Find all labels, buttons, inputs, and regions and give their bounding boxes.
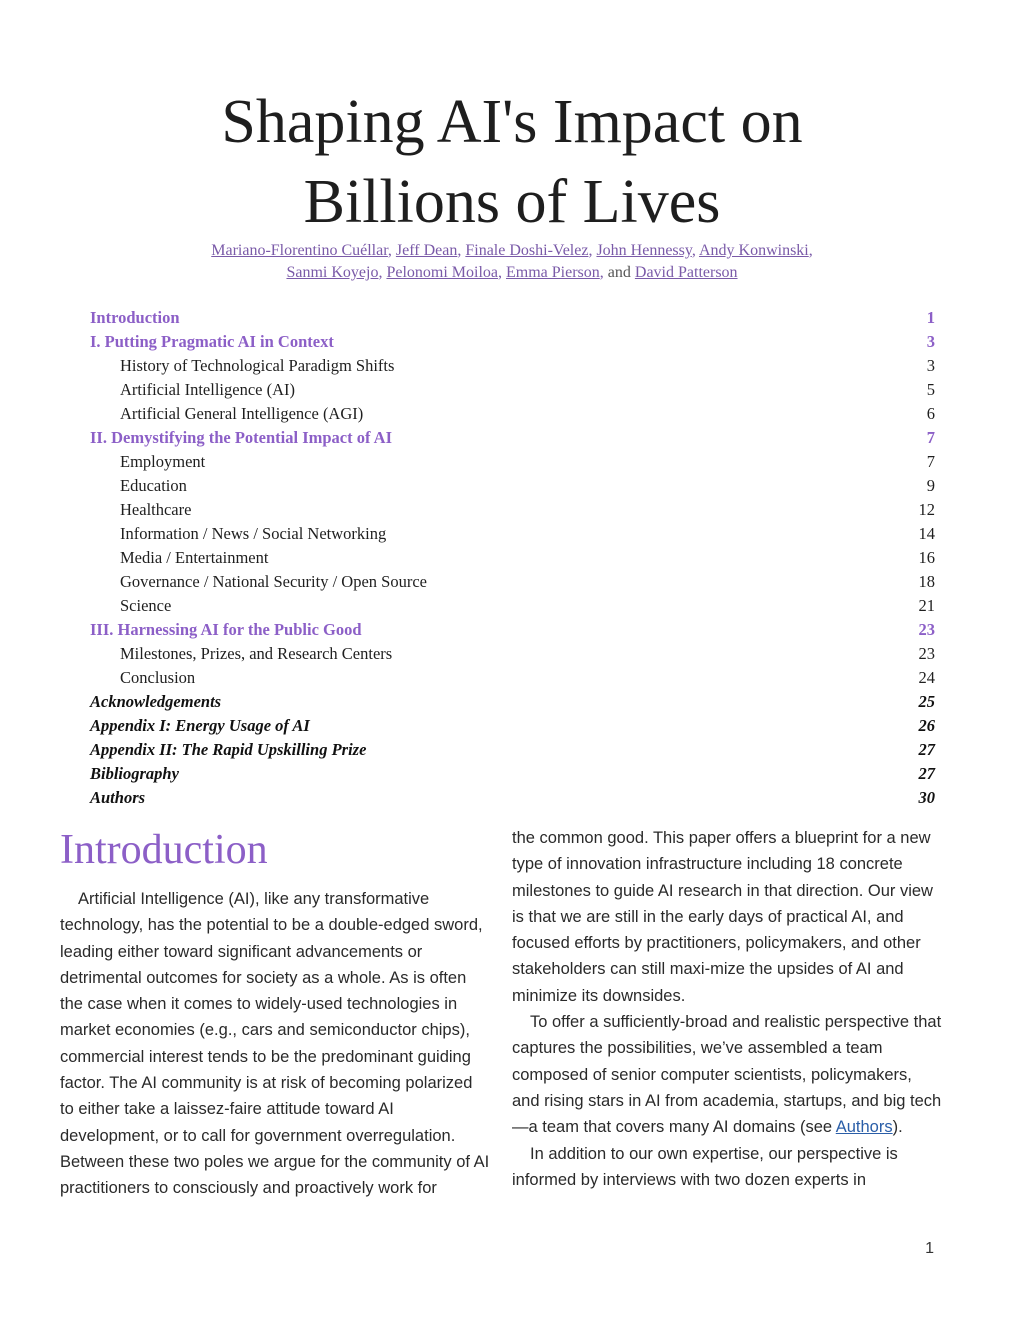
toc-entry[interactable] — [90, 786, 935, 810]
toc-entry-page: 30 — [918, 788, 935, 807]
paragraph-text: ). — [892, 1118, 903, 1137]
toc-entry[interactable] — [90, 690, 935, 714]
toc-entry-page: 3 — [926, 332, 935, 351]
toc-entry-label: Authors — [90, 788, 146, 807]
toc-entry-page: 1 — [926, 308, 935, 327]
author-link[interactable]: Jeff Dean — [395, 242, 458, 259]
toc-entry-label: Employment — [120, 452, 206, 471]
toc-entry-page: 24 — [918, 668, 935, 687]
toc-entry[interactable] — [90, 402, 935, 426]
author-link[interactable]: David Patterson — [634, 264, 738, 281]
body-paragraph: In addition to our own expertise, our perspective is informed by interviews with two dozen experts in — [512, 1144, 898, 1189]
toc-entry[interactable] — [90, 714, 935, 738]
body-column-left — [60, 886, 490, 1202]
toc-entry-label: III. Harnessing AI for the Public Good — [90, 620, 362, 639]
section-heading-introduction: Introduction — [60, 827, 268, 873]
toc-entry-page: 27 — [918, 764, 935, 783]
toc-entry-label: Science — [120, 596, 172, 615]
toc-entry-label: Acknowledgements — [90, 692, 222, 711]
toc-entry[interactable] — [90, 522, 935, 546]
toc-entry[interactable] — [90, 642, 935, 666]
author-link[interactable]: Emma Pierson — [506, 264, 600, 281]
author-line-2: Sanmi Koyejo, Pelonomi Moiloa, Emma Pierson, and David Patterson — [286, 264, 738, 281]
toc-entry[interactable] — [90, 546, 935, 570]
body-paragraph: the common good. This paper offers a blueprint for a new type of innovation infrastructure including 18 concrete milestones to guide AI research in that direction. Our view is that we are still in the early days of practical AI, and focused efforts by practitioners, policymakers, and other stakeholders can still maxi-mize the upsides of AI and minimize its downsides. — [512, 829, 933, 1005]
toc-entry-label: Introduction — [90, 308, 180, 327]
toc-entry[interactable] — [90, 762, 935, 786]
toc-entry-page: 5 — [926, 380, 935, 399]
toc-entry-label: Media / Entertainment — [120, 548, 269, 567]
toc-entry-page: 23 — [918, 620, 935, 639]
toc-entry-label: Conclusion — [120, 668, 196, 687]
toc-entry-page: 18 — [918, 572, 935, 591]
toc-entry[interactable] — [90, 306, 935, 330]
toc-entry-page: 3 — [926, 356, 935, 375]
document-title — [0, 82, 1024, 242]
author-link[interactable]: Pelonomi Moiloa — [386, 264, 499, 281]
toc-entry-page: 25 — [918, 692, 935, 711]
toc-entry-label: Artificial General Intelligence (AGI) — [120, 404, 364, 423]
toc-entry-page: 9 — [926, 476, 935, 495]
toc-entry-label: II. Demystifying the Potential Impact of AI — [90, 428, 393, 447]
toc-entry-page: 27 — [918, 740, 935, 759]
toc-entry[interactable] — [90, 594, 935, 618]
author-link[interactable]: Andy Konwinski — [698, 242, 809, 259]
toc-entry[interactable] — [90, 618, 935, 642]
toc-entry-label: Appendix I: Energy Usage of AI — [90, 716, 310, 735]
toc-entry[interactable] — [90, 474, 935, 498]
toc-entry[interactable] — [90, 450, 935, 474]
body-column-right — [512, 825, 942, 1193]
toc-entry-label: Bibliography — [90, 764, 179, 783]
toc-entry[interactable] — [90, 666, 935, 690]
toc-entry-label: Artificial Intelligence (AI) — [120, 380, 295, 399]
toc-entry-page: 16 — [918, 548, 935, 567]
toc-entry-page: 23 — [918, 644, 935, 663]
toc-entry-label: Governance / National Security / Open Source — [120, 572, 427, 591]
author-line-1: Mariano-Florentino Cuéllar, Jeff Dean, Finale Doshi-Velez, John Hennessy, Andy Konwinski, — [211, 242, 813, 259]
author-link[interactable]: Mariano-Florentino Cuéllar — [211, 242, 388, 259]
toc-entry[interactable] — [90, 378, 935, 402]
toc-entry-page: 14 — [918, 524, 935, 543]
toc-entry-label: I. Putting Pragmatic AI in Context — [90, 332, 334, 351]
author-conjunction: and — [607, 264, 631, 281]
author-link[interactable]: Sanmi Koyejo — [286, 264, 379, 281]
toc-entry-page: 21 — [918, 596, 935, 615]
toc-entry-page: 7 — [926, 428, 935, 447]
table-of-contents — [90, 306, 935, 810]
toc-entry[interactable] — [90, 330, 935, 354]
toc-entry-label: Milestones, Prizes, and Research Centers — [120, 644, 393, 663]
body-paragraph: Artificial Intelligence (AI), like any transformative technology, has the potential to be a double-edged sword, leading either toward significant advancements or detrimental outcomes for society as a whole. As is often the case when it comes to widely-used technologies in market economies (e.g., cars and semiconductor chips), commercial interest tends to be the predominant guiding factor. The AI community is at risk of becoming polarized to either take a laissez-faire attitude toward AI development, or to call for government overregulation. Between these two poles we argue for the community of AI practitioners to consciously and proactively work for — [60, 890, 490, 1198]
toc-entry[interactable] — [90, 570, 935, 594]
toc-entry[interactable] — [90, 738, 935, 762]
toc-entry[interactable] — [90, 426, 935, 450]
author-list — [0, 240, 1024, 284]
author-link[interactable]: Finale Doshi-Velez — [465, 242, 589, 259]
toc-entry-label: Appendix II: The Rapid Upskilling Prize — [90, 740, 367, 759]
title-line-1: Shaping AI's Impact on — [221, 88, 803, 156]
toc-entry-page: 12 — [918, 500, 935, 519]
title-line-2: Billions of Lives — [303, 168, 721, 236]
toc-entry-label: Information / News / Social Networking — [120, 524, 387, 543]
toc-entry-page: 26 — [918, 716, 935, 735]
paragraph-text: To offer a sufficiently-broad and realistic perspective that captures the possibilities, we’ve assembled a team composed of senior computer scientists, policymakers, and rising stars in AI from academia, startups, and big tech—a team that covers many AI domains (see — [512, 1013, 942, 1137]
toc-entry-page: 7 — [926, 452, 935, 471]
toc-entry[interactable] — [90, 354, 935, 378]
page-number: 1 — [925, 1240, 934, 1257]
toc-entry-page: 6 — [926, 404, 935, 423]
toc-entry-label: Healthcare — [120, 500, 192, 519]
body-paragraph — [512, 1009, 942, 1140]
author-link[interactable]: John Hennessy — [596, 242, 692, 259]
authors-link[interactable]: Authors — [835, 1118, 893, 1137]
toc-entry-label: Education — [120, 476, 187, 495]
toc-entry[interactable] — [90, 498, 935, 522]
toc-entry-label: History of Technological Paradigm Shifts — [120, 356, 395, 375]
